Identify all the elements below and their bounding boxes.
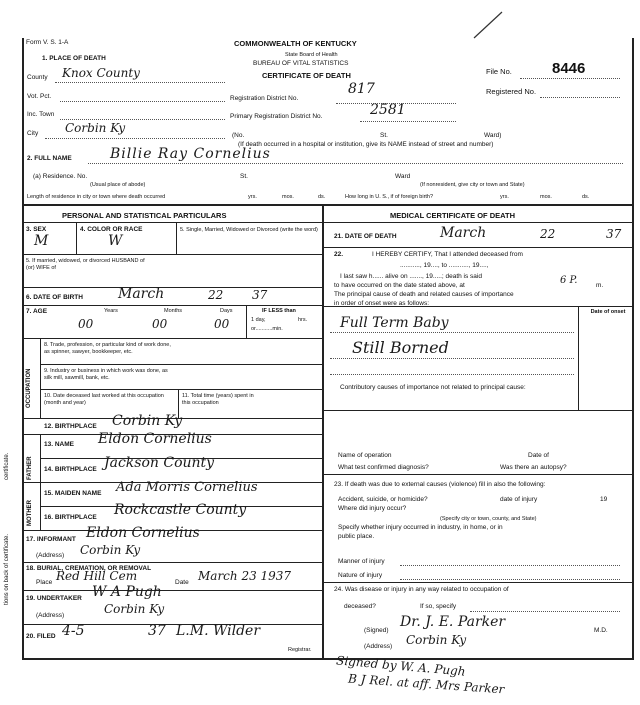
day-label: 1 day, xyxy=(251,317,266,323)
form-number: Form V. S. 1-A xyxy=(26,39,69,46)
ward-label: Ward) xyxy=(484,132,502,139)
color-value: W xyxy=(108,233,123,249)
frame-bottom xyxy=(22,658,633,660)
onset-divider xyxy=(578,306,579,410)
length-label: Length of residence in city or town where death occurred xyxy=(27,194,166,200)
primary-value: 2581 xyxy=(370,102,406,118)
date-death-label: 21. DATE OF DEATH xyxy=(334,233,397,240)
st-label: St. xyxy=(380,132,388,139)
test-label: What test confirmed diagnosis? xyxy=(338,464,429,471)
length-mos: mos. xyxy=(282,194,294,200)
registrar-label: Registrar. xyxy=(288,647,312,653)
signed-label: (Signed) xyxy=(364,627,389,634)
ifso-label: If so, specify xyxy=(420,603,457,610)
frame-left xyxy=(22,38,24,660)
left-rule-2 xyxy=(22,254,322,255)
frame-right xyxy=(632,38,634,660)
date-death-year: 37 xyxy=(606,227,622,241)
signed-note-2: B J Rel. at aff. Mrs Parker xyxy=(347,671,505,697)
father-side-label: FATHER xyxy=(27,456,33,480)
inc-line xyxy=(60,119,225,120)
informant-address: Corbin Ky xyxy=(80,543,141,557)
color-label: 4. COLOR OR RACE xyxy=(80,226,143,233)
nature-label: Nature of injury xyxy=(338,572,383,579)
alive-line: I last saw h...... alive on ......., 19.....; death is said xyxy=(340,273,482,280)
mother-side-label: MOTHER xyxy=(27,500,33,526)
md-label: M.D. xyxy=(594,627,608,634)
personal-section-title: PERSONAL AND STATISTICAL PARTICULARS xyxy=(62,211,227,220)
dob-year: 37 xyxy=(252,288,268,302)
specify-line-1: Specify whether injury occurred in industry, in home, or in xyxy=(338,524,503,531)
length-ds: ds. xyxy=(318,194,326,200)
reg-district-value: 817 xyxy=(348,81,375,97)
attended-line: ..........., 19...., to ..........., 19...., xyxy=(400,262,489,269)
registered-label: Registered No. xyxy=(486,87,537,96)
years-label: Years xyxy=(104,308,118,314)
occ-9: 9. Industry or business in which work was done, as silk mill, sawmill, bank, etc. xyxy=(44,368,168,381)
city-value: Corbin Ky xyxy=(65,121,126,135)
sex-label: 3. SEX xyxy=(26,226,47,233)
cause-1-line xyxy=(330,332,574,333)
file-label: File No. xyxy=(486,67,512,76)
right-rule-5 xyxy=(322,474,633,475)
autopsy-label: Was there an autopsy? xyxy=(500,464,567,471)
specify-note: (Specify city or town, county, and State) xyxy=(440,516,537,522)
us-ds: ds. xyxy=(582,194,590,200)
date-death-month: March xyxy=(440,225,487,241)
specify-line-2: public place. xyxy=(338,533,375,540)
nonresident-note: (If nonresident, give city or town and State) xyxy=(420,182,525,188)
months-label: Months xyxy=(164,308,183,314)
registered-line xyxy=(540,97,620,98)
date-death-day: 22 xyxy=(540,227,556,241)
file-line xyxy=(520,78,620,79)
ifso-line xyxy=(470,611,620,612)
death-time: 6 P. xyxy=(560,275,578,286)
left-rule-3 xyxy=(22,287,322,288)
bp-16-value: Rockcastle County xyxy=(114,502,247,518)
signed-note-1: Signed by W. A. Pugh xyxy=(335,653,467,679)
dob-label: 6. DATE OF BIRTH xyxy=(26,294,83,301)
undertaker-address: Corbin Ky xyxy=(104,602,165,616)
left-rule-4 xyxy=(22,305,322,306)
primary-line xyxy=(360,121,456,122)
days-label: Days xyxy=(220,308,233,314)
section-top-rule xyxy=(22,204,633,206)
occupation-side-divider xyxy=(40,338,41,418)
vot-label: Vot. Pct. xyxy=(27,93,52,100)
us-mos: mos. xyxy=(540,194,552,200)
spouse-label: 5. If married, widowed, or divorced HUSBAND of (or) WIFE of xyxy=(26,258,145,271)
dob-month: March xyxy=(118,286,165,302)
external-label: 23. If death was due to external causes (violence) fill in also the following: xyxy=(334,481,546,488)
name-13-value: Eldon Cornelius xyxy=(98,431,212,447)
vot-line xyxy=(60,101,225,102)
right-rule-2 xyxy=(322,247,633,248)
age-days: 00 xyxy=(214,317,230,331)
us-label: How long in U. S., if of foreign birth? xyxy=(345,194,434,200)
occ-10: 10. Date deceased last worked at this occupation (month and year) xyxy=(44,393,164,406)
abode-note: (Usual place of abode) xyxy=(90,182,146,188)
certify-num: 22. xyxy=(334,251,344,258)
occurred-line: to have occurred on the date stated above, at xyxy=(334,282,465,289)
center-divider xyxy=(322,204,324,658)
manner-line xyxy=(400,565,620,566)
undertaker-label: 19. UNDERTAKER xyxy=(26,595,82,602)
bureau-name: BUREAU OF VITAL STATISTICS xyxy=(253,60,349,67)
less-label: IF LESS than xyxy=(262,308,296,314)
registrar-name: L.M. Wilder xyxy=(176,623,261,639)
reg-district-label: Registration District No. xyxy=(230,95,299,102)
full-name-line xyxy=(88,163,623,164)
cause-1: Full Term Baby xyxy=(340,315,449,331)
filed-value: 4-5 xyxy=(62,623,85,639)
age-months: 00 xyxy=(152,317,168,331)
doctor-address: Corbin Ky xyxy=(406,633,467,647)
informant-address-label: (Address) xyxy=(36,552,65,559)
occ-8: 8. Trade, profession, or particular kind of work done, as spinner, sawyer, bookkeeper, etc. xyxy=(44,342,171,355)
occ-11: 11. Total time (years) spent in this occupation xyxy=(182,393,254,406)
county-label: County xyxy=(27,74,48,81)
full-name-value: Billie Ray Cornelius xyxy=(110,146,271,162)
age-divider xyxy=(246,305,247,338)
bp-14-value: Jackson County xyxy=(104,455,215,471)
left-rule-5 xyxy=(22,338,322,339)
residence-ward: Ward xyxy=(395,173,411,180)
residence-st: St. xyxy=(240,173,248,180)
birthplace-12-label: 12. BIRTHPLACE xyxy=(44,423,97,430)
hrs-label: hrs. xyxy=(298,317,308,323)
occ-rule-2 xyxy=(40,389,322,390)
pen-mark xyxy=(470,10,510,40)
burial-place-value: Red Hill Cem xyxy=(56,569,138,583)
primary-label: Primary Registration District No. xyxy=(230,113,323,120)
left-rule-13 xyxy=(22,590,322,591)
maiden-15-label: 15. MAIDEN NAME xyxy=(44,490,102,497)
disease-label: 24. Was disease or injury in any way related to occupation of xyxy=(334,586,509,593)
hospital-note: (If death occurred in a hospital or institution, give its NAME instead of street and number) xyxy=(238,141,494,148)
cause-line-2: in order of onset were as follows: xyxy=(334,300,430,307)
age-label: 7. AGE xyxy=(26,308,48,315)
no-label: (No. xyxy=(232,132,245,139)
sex-divider xyxy=(76,222,77,254)
manner-label: Manner of injury xyxy=(338,558,385,565)
inc-label: Inc. Town xyxy=(27,111,55,118)
right-rule-6 xyxy=(322,582,633,583)
marital-label: 5. Single, Married, Widowed or Divorced (write the word) xyxy=(180,227,318,233)
occ-rule-1 xyxy=(40,364,322,365)
right-rule-3 xyxy=(322,306,633,307)
cause-2: Still Borned xyxy=(352,338,449,357)
injury-date-label: date of injury xyxy=(500,496,538,503)
left-rule-1 xyxy=(22,222,322,223)
color-divider xyxy=(176,222,177,254)
burial-label: 18. BURIAL, CREMATION, OR REMOVAL xyxy=(26,565,152,572)
cause-3-line xyxy=(330,374,574,375)
undertaker-address-label: (Address) xyxy=(36,612,65,619)
margin-note-2: certificate. xyxy=(4,452,10,480)
informant-label: 17. INFORMANT xyxy=(26,536,76,543)
medical-section-title: MEDICAL CERTIFICATE OF DEATH xyxy=(390,211,515,220)
min-label: or...........min. xyxy=(251,326,283,332)
length-yrs: yrs. xyxy=(248,194,257,200)
bp-14-label: 14. BIRTHPLACE xyxy=(44,466,97,473)
right-rule-1 xyxy=(322,222,633,223)
place-heading: 1. PLACE OF DEATH xyxy=(42,55,106,62)
full-name-label: 2. FULL NAME xyxy=(27,155,72,162)
certificate-title: CERTIFICATE OF DEATH xyxy=(262,71,351,80)
birthplace-12-value: Corbin Ky xyxy=(112,413,183,429)
maiden-15-value: Ada Morris Cornelius xyxy=(116,480,258,495)
left-rule-12 xyxy=(22,562,322,563)
burial-date-label: Date xyxy=(175,579,189,586)
undertaker-value: W A Pugh xyxy=(92,584,162,600)
sex-value: M xyxy=(34,233,49,249)
where-label: Where did injury occur? xyxy=(338,505,407,512)
commonwealth-title: COMMONWEALTH OF KENTUCKY xyxy=(234,39,357,48)
burial-place-label: Place xyxy=(36,579,53,586)
file-number: 8446 xyxy=(552,60,586,77)
filed-year: 37 xyxy=(148,623,166,639)
death-time-m: m. xyxy=(596,282,604,289)
city-label: City xyxy=(27,130,39,137)
certify-text: I HEREBY CERTIFY, That I attended deceased from xyxy=(372,251,523,258)
city-line xyxy=(45,138,225,139)
cause-line-1: The principal cause of death and related causes of importance xyxy=(334,291,514,298)
injury-year: 19 xyxy=(600,496,608,503)
right-rule-4 xyxy=(322,410,633,411)
operation-label: Name of operation xyxy=(338,452,392,459)
filed-label: 20. FILED xyxy=(26,633,56,640)
contributory-label: Contributory causes of importance not related to principal cause: xyxy=(340,384,526,391)
county-value: Knox County xyxy=(62,66,140,80)
accident-label: Accident, suicide, or homicide? xyxy=(338,496,428,503)
doctor-address-label: (Address) xyxy=(364,643,393,650)
us-yrs: yrs. xyxy=(500,194,509,200)
burial-date-value: March 23 1937 xyxy=(198,569,292,583)
residence-label: (a) Residence. No. xyxy=(33,173,88,180)
nature-line xyxy=(400,579,620,580)
cause-2-line xyxy=(330,358,574,359)
informant-value: Eldon Cornelius xyxy=(86,525,200,541)
bp-16-label: 16. BIRTHPLACE xyxy=(44,514,97,521)
operation-date-label: Date of xyxy=(528,452,549,459)
age-years: 00 xyxy=(78,317,94,331)
occupation-side-label: OCCUPATION xyxy=(26,368,32,408)
signed-by: Dr. J. E. Parker xyxy=(400,614,506,630)
deceased-label: deceased? xyxy=(344,603,376,610)
margin-note: tions on back of certificate. xyxy=(4,533,10,605)
name-13-label: 13. NAME xyxy=(44,441,74,448)
board-name: State Board of Health xyxy=(285,52,338,58)
dob-day: 22 xyxy=(208,288,224,302)
county-line xyxy=(55,82,225,83)
onset-label: Date of onset xyxy=(590,309,626,315)
